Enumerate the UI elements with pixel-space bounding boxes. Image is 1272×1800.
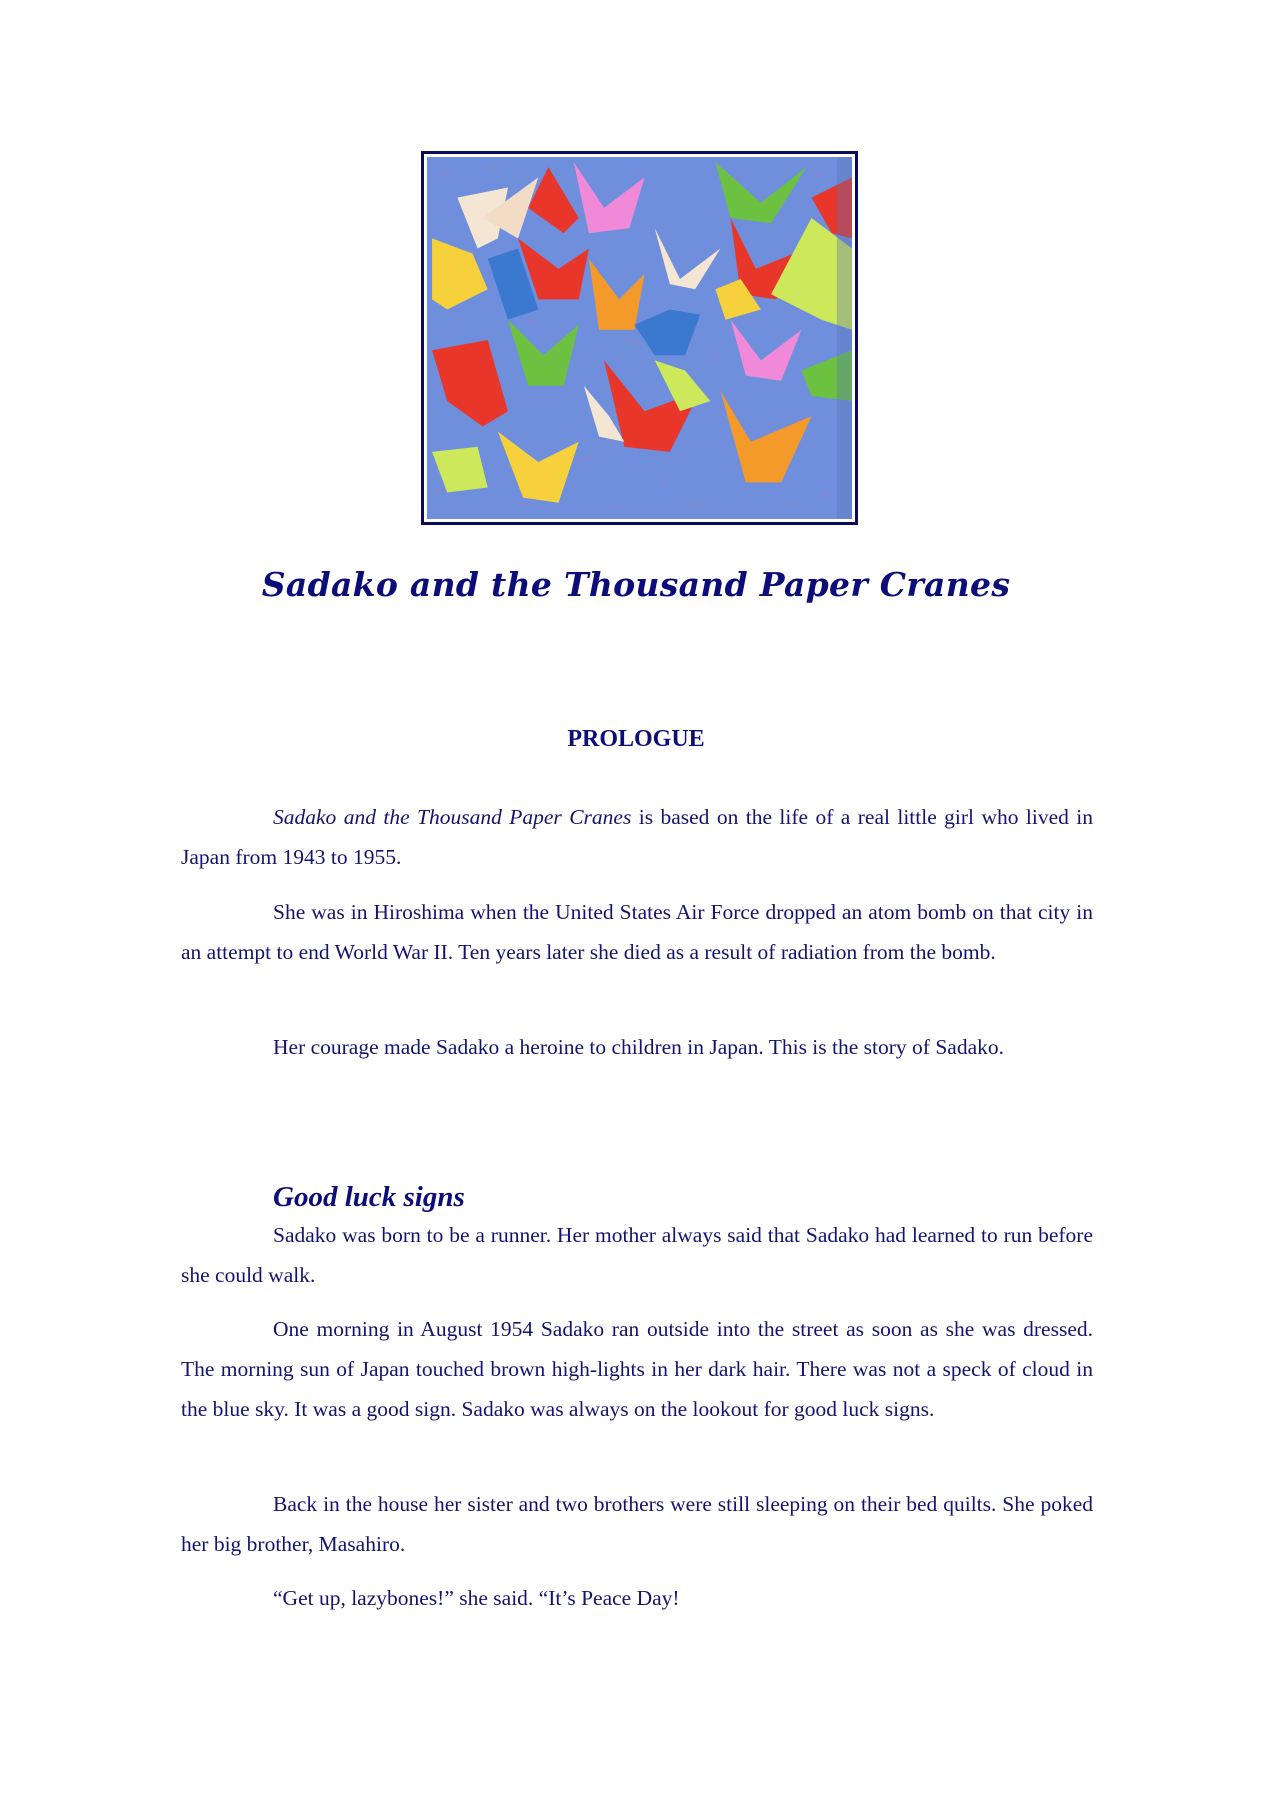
paragraph-text: is based on the life of a real little girl who lived in Japan from 1943 to 1955. xyxy=(181,805,1093,869)
book-title-inline: Sadako and the Thousand Paper Cranes xyxy=(273,805,632,829)
book-title: Sadako and the Thousand Paper Cranes xyxy=(261,565,1011,605)
chapter-paragraph-3: Back in the house her sister and two brothers were still sleeping on their bed quilts. She poked her big brother, Masahiro. xyxy=(181,1492,1093,1556)
chapter-paragraph-2: One morning in August 1954 Sadako ran outside into the street as soon as she was dressed. The morning sun of Japan touched brown high-lights in her dark hair. There was not a speck of cloud in the blue sky. It was a good sign. Sadako was always on the lookout for good luck signs. xyxy=(181,1317,1093,1421)
chapter-heading: Good luck signs xyxy=(273,1181,465,1213)
prologue-paragraph-1 xyxy=(181,797,1093,877)
paper-cranes-illustration xyxy=(427,157,852,519)
prologue-paragraph-2: She was in Hiroshima when the United States Air Force dropped an atom bomb on that city in an attempt to end World War II. Ten years later she died as a result of radiation from the bomb. xyxy=(181,900,1093,964)
prologue-heading: PROLOGUE xyxy=(567,725,705,752)
chapter-paragraph-1: Sadako was born to be a runner. Her mother always said that Sadako had learned to run before she could walk. xyxy=(181,1223,1093,1287)
paper-cranes-image xyxy=(427,157,852,519)
chapter-paragraph-4: “Get up, lazybones!” she said. “It’s Peace Day! xyxy=(273,1586,680,1610)
cover-illustration-frame xyxy=(421,151,858,525)
prologue-paragraph-3: Her courage made Sadako a heroine to children in Japan. This is the story of Sadako. xyxy=(273,1035,1004,1059)
